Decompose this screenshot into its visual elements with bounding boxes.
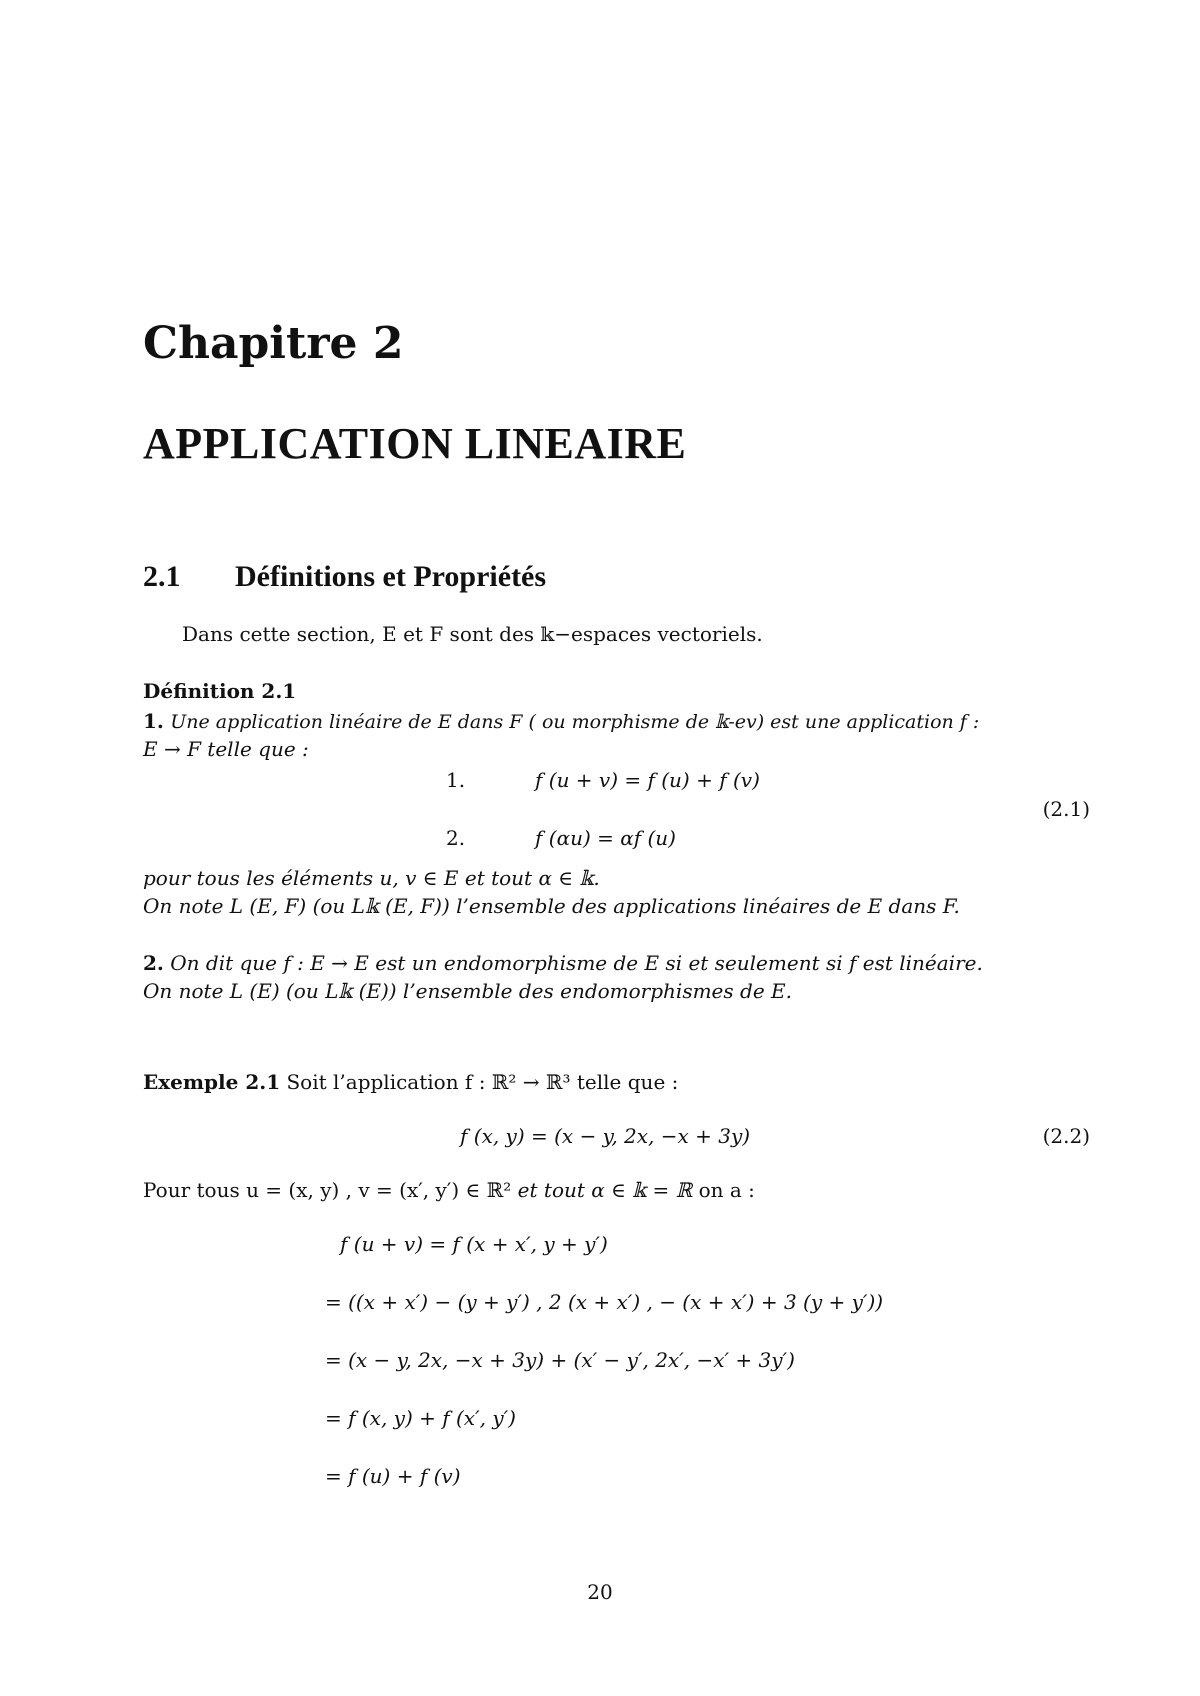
for-all-part-2: et tout α ∈ 𝕜 = ℝ xyxy=(517,1178,693,1202)
definition-item-1-text-cont: E → F telle que : xyxy=(143,737,309,761)
example-formula: f (x, y) = (x − y, 2x, −x + 3y) xyxy=(460,1124,751,1148)
derivation-line-5: = f (u) + f (v) xyxy=(325,1464,461,1488)
derivation-line-2: = ((x + x′) − (y + y′) , 2 (x + x′) , − (x + x′) + 3 (y + y′)) xyxy=(325,1290,884,1314)
definition-item-2 xyxy=(143,951,983,975)
definition-item-2-label: 2. xyxy=(143,951,164,975)
equation-list-item-2-number: 2. xyxy=(446,826,466,850)
definition-item-2-text: On dit que f : E → E est un endomorphisme de E si et seulement si f est linéaire. xyxy=(170,951,983,975)
equation-list-item-1: f (u + v) = f (u) + f (v) xyxy=(535,768,760,792)
equation-list-item-2: f (αu) = αf (u) xyxy=(535,826,676,850)
definition-item-1 xyxy=(143,709,979,733)
derivation-line-1: f (u + v) = f (x + x′, y + y′) xyxy=(340,1232,608,1256)
example-line xyxy=(143,1070,678,1094)
definition-item-1-label: 1. xyxy=(143,709,164,733)
definition-notation-2: On note L (E) (ou L𝕜 (E)) l’ensemble des endomorphismes de E. xyxy=(143,979,792,1003)
definition-item-1-text: Une application linéaire de E dans F ( ou morphisme de 𝕜-ev) est une application f : xyxy=(170,711,980,733)
chapter-label: Chapitre 2 xyxy=(143,318,404,369)
page-number: 20 xyxy=(587,1580,613,1604)
chapter-title: APPLICATION LINEAIRE xyxy=(143,419,687,468)
equation-list-item-1-number: 1. xyxy=(446,768,466,792)
example-heading: Exemple 2.1 xyxy=(143,1070,281,1094)
definition-heading: Définition 2.1 xyxy=(143,679,297,703)
example-for-all-line xyxy=(143,1178,755,1202)
section-number: 2.1 xyxy=(143,560,181,593)
section-title: Définitions et Propriétés xyxy=(235,560,547,593)
definition-quantifier: pour tous les éléments u, v ∈ E et tout α ∈ 𝕜. xyxy=(143,866,600,890)
section-heading xyxy=(143,560,546,594)
example-text: Soit l’application f : ℝ² → ℝ³ telle que : xyxy=(286,1070,679,1094)
equation-tag: (2.1) xyxy=(1042,797,1090,821)
for-all-part-1: Pour tous u = (x, y) , v = (x′, y′) ∈ ℝ² xyxy=(143,1178,512,1202)
derivation-line-4: = f (x, y) + f (x′, y′) xyxy=(325,1406,516,1430)
intro-paragraph: Dans cette section, E et F sont des 𝕜−espaces vectoriels. xyxy=(182,622,763,646)
derivation-line-3: = (x − y, 2x, −x + 3y) + (x′ − y′, 2x′, −x′ + 3y′) xyxy=(325,1348,795,1372)
for-all-part-3: on a : xyxy=(698,1178,755,1202)
definition-notation-1: On note L (E, F) (ou L𝕜 (E, F)) l’ensemble des applications linéaires de E dans F. xyxy=(143,894,960,918)
example-equation-tag: (2.2) xyxy=(1042,1124,1090,1148)
